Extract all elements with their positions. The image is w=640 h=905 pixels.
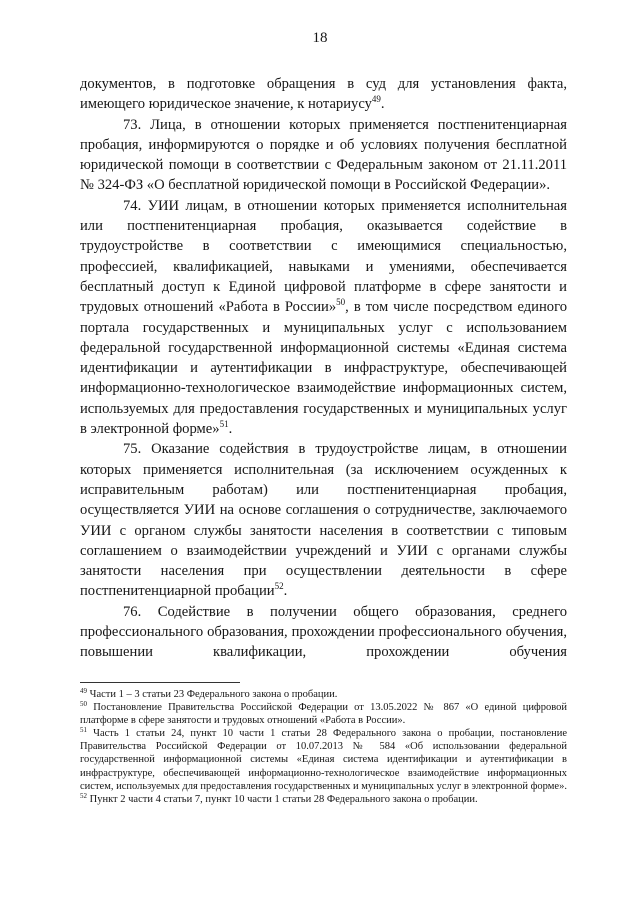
footnote-separator <box>80 682 240 683</box>
paragraph-continued <box>80 74 567 115</box>
paragraph-tail: . <box>228 421 233 438</box>
paragraph-tail: . <box>283 583 288 600</box>
paragraph-text-part-b: , в том числе посредством единого портала государственных и муниципальных услуг с использованием федеральной государственной информационной системы «Единая система идентификации и аутентификации в инфраструктуре, обеспечивающей информационно-технологическое взаимодействие информационных систем, используемых для предоставления государственных и муниципальных услуг в электронной форме» <box>80 299 567 438</box>
footnote-ref-50[interactable]: 50 <box>336 297 346 308</box>
footnote-ref-52[interactable]: 52 <box>274 581 284 592</box>
paragraph-73 <box>80 115 567 196</box>
main-text <box>80 74 567 663</box>
page-number: 18 <box>312 30 328 46</box>
footnote-number: 51 <box>80 726 87 735</box>
paragraph-text: 76. Содействие в получении общего образования, среднего профессионального образования, прохождении профессионального обучения, повышении квалификации, прохождении обучения <box>80 603 567 661</box>
paragraph-text: 75. Оказание содействия в трудоустройстве лицам, в отношении которых применяется исполнительная (за исключением осужденных к исправительным работам) или постпенитенциарная пробация, осуществляется УИИ на основе соглашения о сотрудничестве, заключаемого УИИ с органом службы занятости населения в соответствии с типовым соглашением о взаимодействии учреждений и УИИ с органами службы занятости населения при осуществлении деятельности в сфере постпенитенциарной пробации <box>80 441 567 600</box>
paragraph-74 <box>80 196 567 440</box>
footnote-52 <box>80 793 567 806</box>
footnote-number: 50 <box>80 700 87 709</box>
footnote-text: Часть 1 статьи 24, пункт 10 части 1 статьи 28 Федерального закона о пробации, постановление Правительства Российской Федерации от 10.07.2013 № 584 «Об использовании федеральной государственной информационной системы «Единая система идентификации и аутентификации в инфраструктуре, обеспечивающей информационно-технологическое взаимодействие информационных систем, используемых для предоставления государственных и муниципальных услуг в электронной форме». <box>80 728 568 792</box>
paragraph-tail: . <box>380 96 385 113</box>
paragraph-text: 73. Лица, в отношении которых применяется постпенитенциарная пробация, информируются о порядке и об условиях получения бесплатной юридической помощи в соответствии с Федеральным законом от 21.11.2011 № 324-ФЗ «О бесплатной юридической помощи в Российской Федерации». <box>80 116 567 194</box>
footnote-number: 49 <box>80 687 87 695</box>
footnote-49 <box>80 688 567 701</box>
paragraph-text: документов, в подготовке обращения в суд для установления факта, имеющего юридическое значение, к нотариусу <box>80 76 567 113</box>
paragraph-76 <box>80 602 567 663</box>
footnote-text: Постановление Правительства Российской Федерации от 13.05.2022 № 867 «О единой цифровой платформе в сфере занятости и трудовых отношений «Работа в России». <box>80 702 567 727</box>
footnotes <box>80 688 567 806</box>
footnote-text: Пункт 2 части 4 статьи 7, пункт 10 части 1 статьи 28 Федерального закона о пробации. <box>89 793 478 805</box>
footnote-number: 52 <box>80 791 87 800</box>
footnote-text: Части 1 – 3 статьи 23 Федерального закона о пробации. <box>89 689 338 700</box>
paragraph-text-part-a: 74. УИИ лицам, в отношении которых применяется исполнительная или постпенитенциарная пробация, оказывается содействие в трудоустройстве в соответствии с имеющимися специальностью, профессией, квалификацией, навыками и умениями, обеспечивается бесплатный доступ к Единой цифровой платформе в сфере занятости и трудовых отношений «Работа в России» <box>80 197 567 316</box>
footnote-ref-51[interactable]: 51 <box>219 419 229 430</box>
footnote-51 <box>80 727 567 792</box>
paragraph-75 <box>80 439 567 601</box>
footnote-50 <box>80 701 567 727</box>
footnote-ref-49[interactable]: 49 <box>371 94 381 105</box>
